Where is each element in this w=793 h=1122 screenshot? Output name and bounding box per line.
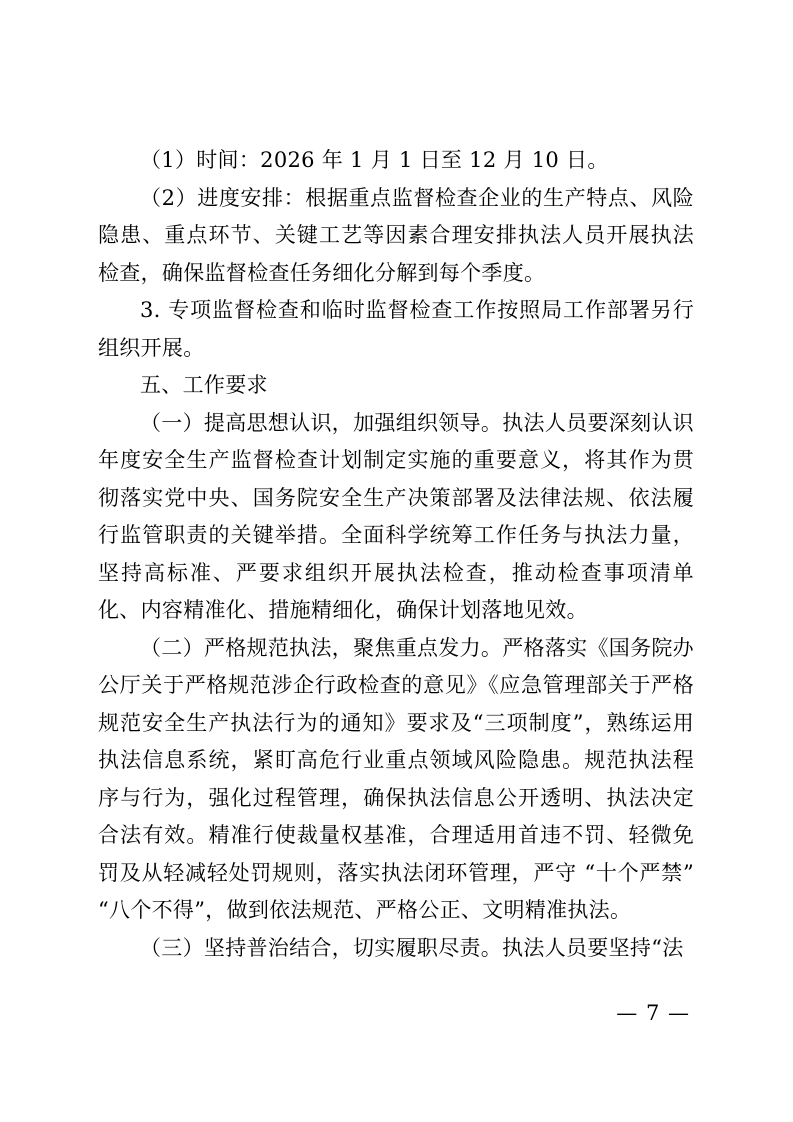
paragraph-time: （1）时间：2026 年 1 月 1 日至 12 月 10 日。 xyxy=(140,148,609,172)
paragraph-schedule: （2）进度安排：根据重点监督检查企业的生产特点、风险隐患、重点环节、关键工艺等因素合理安排执法人员开展执法检查，确保监督检查任务细化分解到每个季度。 xyxy=(98,185,694,285)
paragraph-requirement-3: （三）坚持普治结合，切实履职尽责。执法人员要坚持“法 xyxy=(140,935,684,960)
document-body xyxy=(98,142,694,967)
section-heading-work-requirements: 五、工作要求 xyxy=(140,373,268,397)
paragraph-special-inspection: 3. 专项监督检查和临时监督检查工作按照局工作部署另行组织开展。 xyxy=(98,298,694,360)
paragraph-requirement-1: （一）提高思想认识，加强组织领导。执法人员要深刻认识年度安全生产监督检查计划制定实施的重要意义，将其作为贯彻落实党中央、国务院安全生产决策部署及法律法规、依法履行监管职责的关键举措。全面科学统筹工作任务与执法力量，坚持高标准、严要求组织开展执法检查，推动检查事项清单化、内容精准化、措施精细化，确保计划落地见效。 xyxy=(98,410,694,622)
page-number: — 7 — xyxy=(616,1001,690,1025)
paragraph-requirement-2: （二）严格规范执法，聚焦重点发力。严格落实《国务院办公厅关于严格规范涉企行政检查的意见》《应急管理部关于严格规范安全生产执法行为的通知》要求及“三项制度”，熟练运用执法信息系统，紧盯高危行业重点领域风险隐患。规范执法程序与行为，强化过程管理，确保执法信息公开透明、执法决定合法有效。精准行使裁量权基准，合理适用首违不罚、轻微免罚及从轻减轻处罚规则，落实执法闭环管理，严守 “十个严禁” “八个不得”，做到依法规范、严格公正、文明精准执法。 xyxy=(98,635,694,922)
